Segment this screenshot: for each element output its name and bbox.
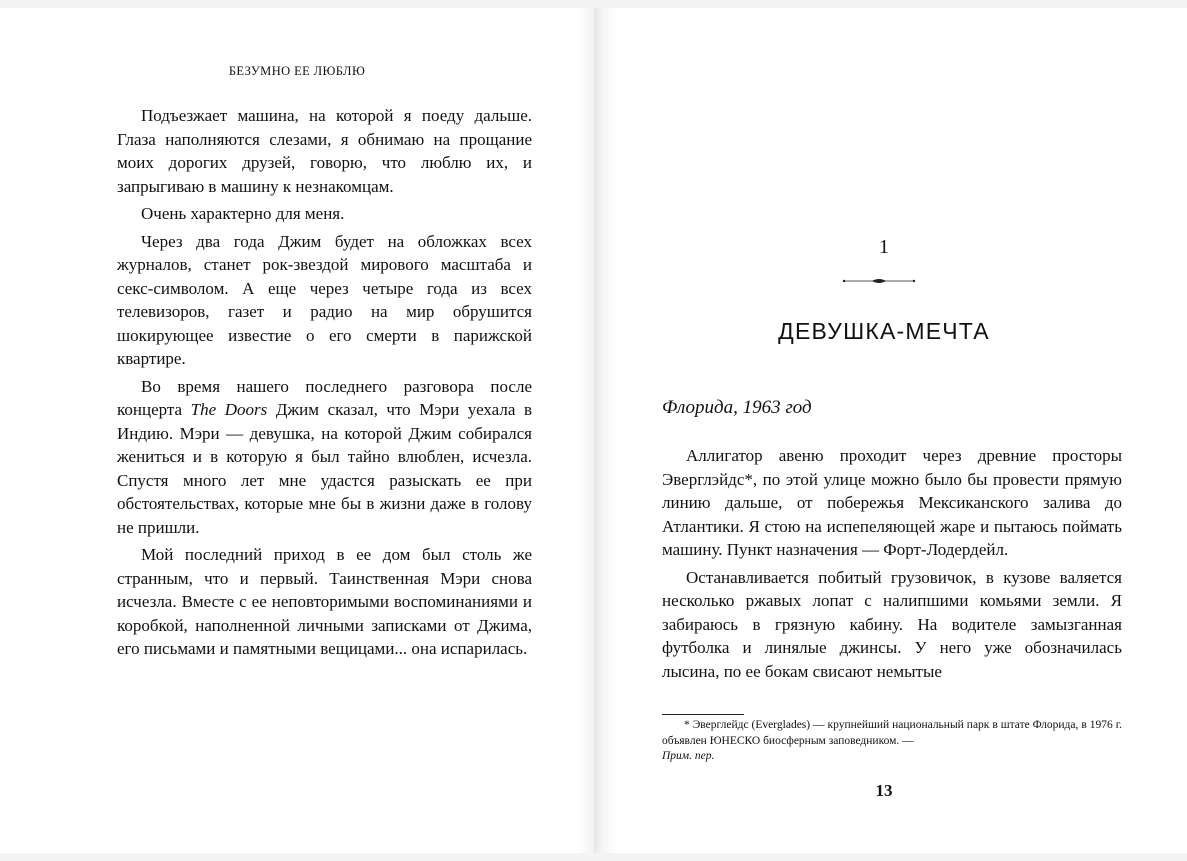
paragraph: Останавливается побитый грузовичок, в кузове валяется несколько ржавых лопат с налипшими комьями земли. Я забираюсь в грязную кабину. На водителе замызганная футболка и линялые джинсы. У него уже обозначилась лысина, по ее бокам свисают немытые	[662, 567, 1122, 681]
chapter-subtitle: Флорида, 1963 год	[662, 397, 812, 418]
footnote-text: * Эверглейдс (Everglades) — крупнейший национальный парк в штате Флорида, в 1976 г. объявлен ЮНЕСКО биосферным заповедником. —	[662, 719, 1122, 747]
paragraph: Аллигатор авеню проходит через древние просторы Эверглэйдс*, по этой улице можно было бы провести прямую линию дальше, от побережья Мексиканского залива до Атлантики. Я стою на испепеляющей жаре и пытаюсь поймать машину. Пункт назначения — Форт-Лодердейл.	[662, 446, 1122, 559]
footnote	[662, 718, 1122, 765]
left-page-body	[117, 104, 532, 661]
paragraph	[117, 375, 532, 540]
running-head: БЕЗУМНО ЕЕ ЛЮБЛЮ	[228, 64, 366, 78]
gutter-shadow	[578, 8, 594, 853]
paragraph: Очень характерно для меня.	[141, 204, 345, 223]
footnote-rule	[662, 714, 744, 715]
paragraph-text: Джим сказал, что Мэри уехала в Индию. Мэри — девушка, на которой Джим собирался жениться и в которую я был тайно влюблен, исчезла. Спустя много лет мне удастся разыскать ее при обстоятельствах, которые мне бы в жизни даже в голову не пришли.	[117, 400, 532, 537]
chapter-number: 1	[879, 236, 889, 258]
page-number: 13	[875, 781, 893, 800]
footnote-note: Прим. пер.	[662, 750, 715, 762]
paragraph-text: Во время нашего последнего разговора после концерта	[117, 376, 532, 419]
chapter-title: ДЕВУШКА-МЕЧТА	[778, 318, 990, 344]
chapter-ornament	[842, 276, 916, 286]
right-page-body	[662, 444, 1122, 683]
paragraph: Мой последний приход в ее дом был столь же странным, что и первый. Таинственная Мэри снова исчезла. Вместе с ее неповторимыми воспоминаниями и коробкой, наполненной личными записками от Джима, его письмами и памятными вещицами... она испарилась.	[117, 545, 532, 658]
band-name: The Doors	[190, 400, 268, 419]
paragraph: Подъезжает машина, на которой я поеду дальше. Глаза наполняются слезами, я обнимаю на прощание моих дорогих друзей, говорю, что люблю их, и запрыгиваю в машину к незнакомцам.	[117, 106, 532, 196]
paragraph: Через два года Джим будет на обложках всех журналов, станет рок-звездой мирового масштаба и секс-символом. А еще через четыре года из всех телевизоров, газет и радио на мир обрушится шокирующее известие о его смерти в парижской квартире.	[117, 231, 532, 368]
